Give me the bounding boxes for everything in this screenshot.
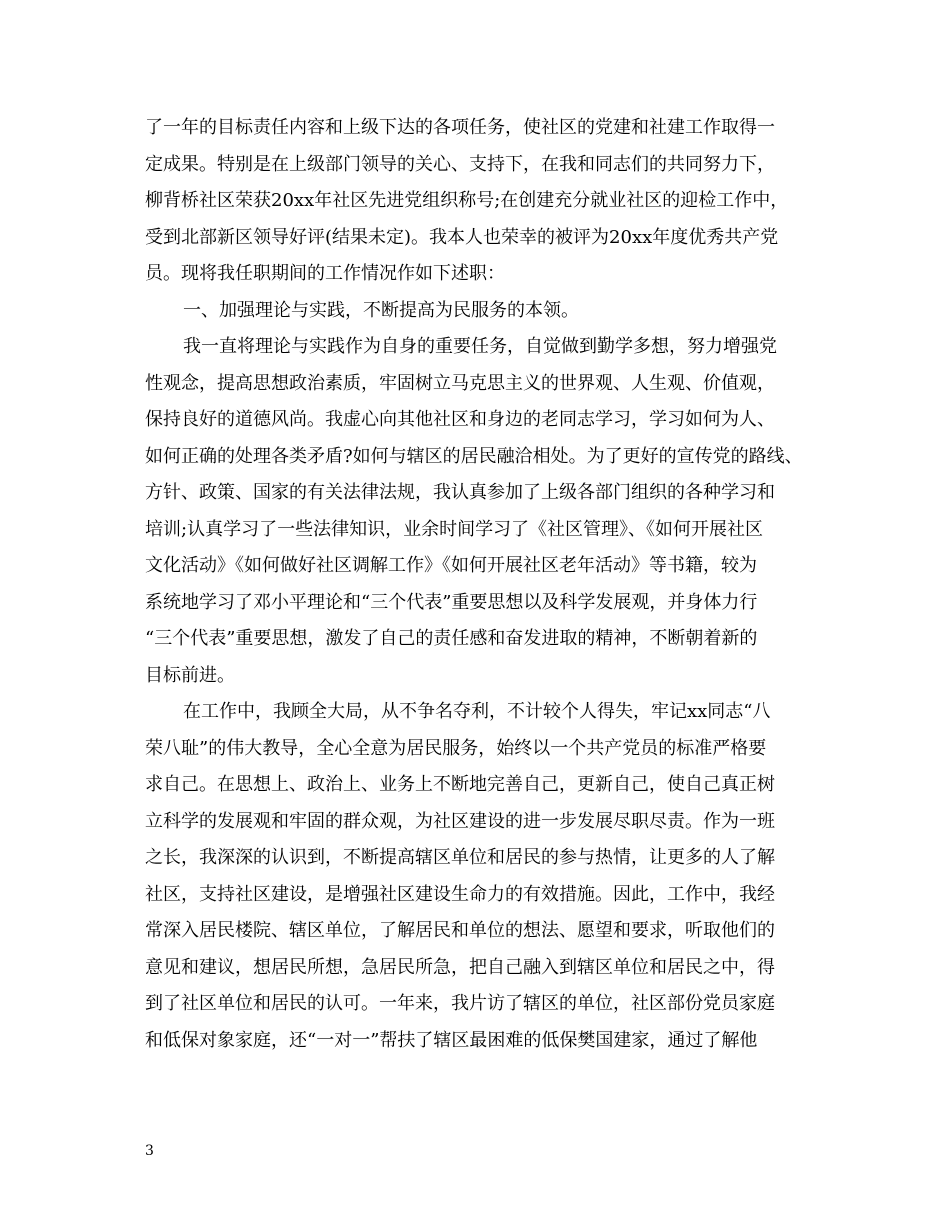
document-body [145, 110, 825, 1059]
text-line: 我一直将理论与实践作为自身的重要任务，自觉做到勤学多想，努力增强党 [183, 336, 777, 357]
text-line: 目标前进。 [145, 664, 235, 686]
text-line: 之长，我深深的认识到，不断提高辖区单位和居民的参与热情，让更多的人了解 [145, 847, 775, 868]
text-line: 立科学的发展观和牢固的群众观，为社区建设的进一步发展尽职尽责。作为一班 [145, 810, 775, 832]
text-line: 到了社区单位和居民的认可。一年来，我片访了辖区的单位，社区部份党员家庭 [145, 993, 775, 1014]
text-line: 培训;认真学习了一些法律知识，业余时间学习了《社区管理》、《如何开展社区 [145, 518, 764, 540]
page-number: 3 [145, 1143, 154, 1159]
text-line: 荣八耻”的伟大教导，全心全意为居民服务，始终以一个共产党员的标准严格要 [145, 737, 767, 759]
text-line: 文化活动》《如何做好社区调解工作》《如何开展社区老年活动》等书籍，较为 [145, 555, 757, 576]
text-line: 系统地学习了邓小平理论和“三个代表”重要思想以及科学发展观，并身体力行 [145, 591, 758, 613]
text-line: 意见和建议，想居民所想，急居民所急，把自己融入到辖区单位和居民之中，得 [145, 956, 775, 978]
text-line: “三个代表”重要思想，激发了自己的责任感和奋发进取的精神，不断朝着新的 [145, 628, 758, 649]
text-line: 求自己。在思想上、政治上、业务上不断地完善自己，更新自己，使自己真正树 [145, 774, 775, 795]
text-line: 了一年的目标责任内容和上级下达的各项任务，使社区的党建和社建工作取得一 [145, 117, 775, 138]
text-line: 常深入居民楼院、辖区单位，了解居民和单位的想法、愿望和要求，听取他们的 [145, 920, 775, 941]
text-line: 受到北部新区领导好评(结果未定)。我本人也荣幸的被评为20xx年度优秀共产党 [145, 226, 779, 248]
section-heading: 一、加强理论与实践，不断提高为民服务的本领。 [183, 299, 579, 321]
text-line: 和低保对象家庭，还“一对一”帮扶了辖区最困难的低保樊国建家，通过了解他 [145, 1029, 758, 1051]
text-line: 保持良好的道德风尚。我虚心向其他社区和身边的老同志学习，学习如何为人、 [145, 409, 775, 430]
text-line: 方针、政策、国家的有关法律法规，我认真参加了上级各部门组织的各种学习和 [145, 482, 775, 503]
text-line: 在工作中，我顾全大局，从不争名夺利，不计较个人得失，牢记xx同志“八 [183, 701, 771, 722]
text-line: 定成果。特别是在上级部门领导的关心、支持下，在我和同志们的共同努力下， [145, 153, 775, 175]
text-line: 社区，支持社区建设，是增强社区建设生命力的有效措施。因此，工作中，我经 [145, 883, 775, 905]
text-line: 柳背桥社区荣获20xx年社区先进党组织称号;在创建充分就业社区的迎检工作中， [145, 190, 789, 211]
text-line: 性观念，提高思想政治素质，牢固树立马克思主义的世界观、人生观、价值观， [145, 372, 775, 394]
text-line: 如何正确的处理各类矛盾?如何与辖区的居民融洽相处。为了更好的宣传党的路线、 [145, 445, 803, 467]
text-line: 员。现将我任职期间的工作情况作如下述职： [145, 263, 505, 284]
